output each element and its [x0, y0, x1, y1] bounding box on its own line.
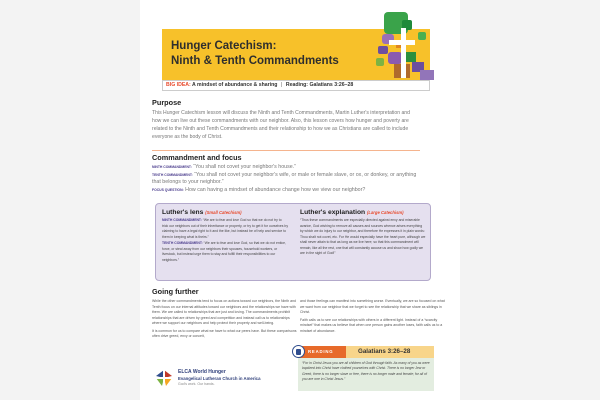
- lens-subtitle: (Small Catechism): [205, 210, 242, 215]
- luther-box: [155, 203, 431, 281]
- ninth-commandment: [152, 164, 422, 172]
- elca-logo-icon: [152, 368, 176, 388]
- reading-bar: [298, 346, 434, 358]
- bible-icon: [292, 345, 305, 358]
- divider: [152, 150, 420, 151]
- ninth-text: “You shall not covet your neighbor's house.”: [191, 164, 296, 170]
- luthers-lens-heading: [162, 209, 288, 216]
- focus-question: [152, 187, 422, 195]
- org-name: ELCA World Hunger: [178, 369, 226, 375]
- big-idea-label: BIG IDEA:: [166, 82, 191, 88]
- purpose-body: This Hunger Catechism lesson will discuss the Ninth and Tenth Commandments, Martin Luther's interpretation and how we can live out these commandments with our neighbor. Also, this lesson covers how hunger and poverty are related to the Ninth and Tenth Commandments and their relationship to how we as Christians are called to include everyone as the body of Christ.: [152, 110, 410, 140]
- lens-tenth: [162, 241, 288, 263]
- purpose-heading: Purpose: [152, 98, 182, 107]
- lens-ninth-key: NINTH COMMANDMENT:: [162, 218, 202, 222]
- separator: |: [280, 82, 283, 88]
- reading-reference: Galatians 3:26–28: [358, 348, 411, 355]
- going-further-right: [300, 299, 446, 336]
- tenth-key: TENTH COMMANDMENT:: [152, 172, 193, 177]
- scripture-quote: “For in Christ Jesus you are all children of God through faith. As many of you as were baptized into Christ have clothed yourselves with Christ. There is no longer Jew or Greek, there is no longer slave or free, there is no longer male and female; for all of you are one in Christ Jesus.”: [298, 358, 434, 391]
- big-idea-reading: Reading: Galatians 3:26–28: [285, 82, 354, 88]
- cross-mosaic-illustration: [374, 12, 436, 80]
- lens-title: Luther's lens: [162, 209, 204, 216]
- going-further-left: [152, 299, 298, 342]
- big-idea-bar: [162, 80, 430, 91]
- lens-tenth-key: TENTH COMMANDMENT:: [162, 241, 203, 245]
- ninth-key: NINTH COMMANDMENT:: [152, 165, 192, 169]
- tenth-text: “You shall not covet your neighbor's wife, or male or female slave, or ox, or donkey, or anything that belongs to your neighbor.”: [152, 171, 417, 185]
- lens-ninth-text: “We are to fear and love God so that we do not try to trick our neighbors out of their inheritance or property, or try to get it for ourselves by claiming to have a legal right to it and the like, but instead be of help and service to them in keeping what is theirs.”: [162, 218, 289, 239]
- title-line-2: Ninth & Tenth Commandments: [171, 55, 339, 67]
- reading-label: READING: [298, 346, 346, 358]
- explanation-subtitle: (Large Catechism): [367, 210, 404, 215]
- big-idea-text: A mindset of abundance & sharing: [192, 82, 278, 88]
- commandment-list: [152, 164, 422, 194]
- going-further-para: While the other commandments tend to focus on actions toward our neighbors, the Ninth and Tenth focus on our internal attitudes toward our neighbors and the relationships we have with them. We are called to relationships that are just and loving. The commandments prohibit relationships that are driven by greed and competition and instead call us to relationships where we support our neighbors and help protect their property and well-being.: [152, 299, 296, 325]
- commandment-focus-heading: Commandment and focus: [152, 153, 242, 162]
- explanation-text: “Thus these commandments are especially directed against envy and miserable avarice, God wishing to remove all causes and sources whence arises everything by which we do injury to our neighbor, and therefore He expresses it in plain words: Thou shalt not covet, etc. For He would especially have the heart pure, although we shall never attain to that as long as we live here; so that this commandment will remain, like all the rest, one that will constantly accuse us and show how godly we are in the sight of God!”: [300, 218, 426, 255]
- luthers-explanation: [300, 209, 426, 257]
- going-further-para: It is common for us to compare what we have to what our peers have. But these comparisons often drive greed, envy or conceit,: [152, 328, 297, 338]
- going-further-heading: Going further: [152, 287, 199, 296]
- focus-text: How can having a mindset of abundance change how we view our neighbor?: [183, 186, 366, 193]
- lens-tenth-text: “We are to fear and love God, so that we do not entice, force, or steal away from our neighbors their spouses, household workers, or livestock, but instead urge them to stay and fulfill their responsibilities to our neighbors.”: [162, 241, 286, 262]
- going-further-para: and those feelings can manifest into something worse. Eventually, we are so focused on what we want from our neighbor that we forget to see the relationship that we share as siblings in Christ.: [300, 299, 445, 314]
- tenth-commandment: [152, 172, 422, 187]
- luthers-lens: [162, 209, 288, 263]
- page-title: [171, 39, 339, 69]
- focus-key: FOCUS QUESTION:: [152, 187, 184, 192]
- explanation-title: Luther's explanation: [300, 209, 366, 216]
- lens-ninth: [162, 218, 288, 240]
- tagline: God's work. Our hands.: [178, 382, 215, 386]
- worksheet-page: [140, 0, 460, 400]
- luthers-explanation-heading: [300, 209, 426, 216]
- church-name: Evangelical Lutheran Church in America: [178, 376, 261, 381]
- title-line-1: Hunger Catechism:: [171, 40, 277, 52]
- going-further-para: Faith calls us to see our relationships with others in a different light. Instead of a “scarcity mindset” that makes us believe that when one person gains another loses, faith calls us to a mindset of abundance.: [300, 317, 443, 333]
